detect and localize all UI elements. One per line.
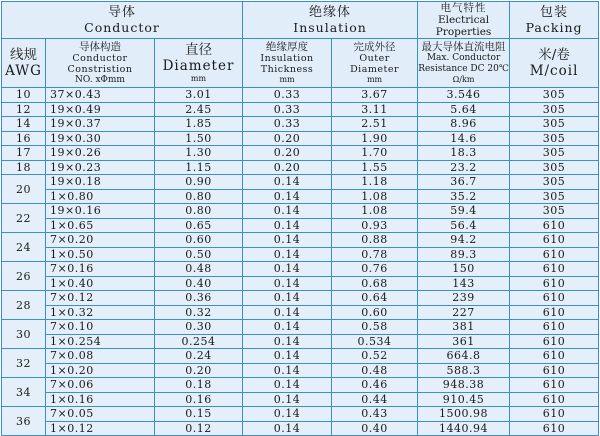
construction-cell: 7×0.08 <box>46 349 155 364</box>
construction-cell: 1×0.80 <box>46 189 155 204</box>
resistance-cell: 910.45 <box>418 392 510 407</box>
awg-cell: 24 <box>2 233 46 262</box>
packing-en: Packing <box>525 20 583 35</box>
diameter-cell: 0.30 <box>155 320 243 335</box>
outer-cell: 0.60 <box>332 305 418 320</box>
thickness-cell: 0.14 <box>243 175 332 190</box>
awg-cell: 34 <box>2 378 46 407</box>
diameter-cell: 0.60 <box>155 233 243 248</box>
packing-header <box>510 39 599 88</box>
table-row <box>2 131 599 146</box>
diameter-cell: 0.90 <box>155 175 243 190</box>
table-row <box>2 349 599 364</box>
resistance-cell: 35.2 <box>418 189 510 204</box>
thickness-cell: 0.14 <box>243 262 332 277</box>
diameter-cell: 0.32 <box>155 305 243 320</box>
construction-cell: 7×0.05 <box>46 407 155 422</box>
table-row <box>2 334 599 349</box>
awg-header-zh: 线规 <box>10 47 37 63</box>
construction-cell: 7×0.12 <box>46 291 155 306</box>
construction-cell: 7×0.16 <box>46 262 155 277</box>
table-row <box>2 218 599 233</box>
awg-cell: 12 <box>2 102 46 117</box>
table-row <box>2 175 599 190</box>
outer-cell: 0.64 <box>332 291 418 306</box>
construction-cell: 19×0.26 <box>46 146 155 161</box>
construction-header-en3: NO. xΦmm <box>75 74 125 85</box>
construction-cell: 19×0.49 <box>46 102 155 117</box>
awg-cell: 26 <box>2 262 46 291</box>
construction-cell: 7×0.20 <box>46 233 155 248</box>
outer-cell: 1.08 <box>332 189 418 204</box>
outer-cell: 3.11 <box>332 102 418 117</box>
construction-cell: 19×0.23 <box>46 160 155 175</box>
awg-header <box>2 39 46 88</box>
table-row <box>2 160 599 175</box>
awg-cell: 14 <box>2 117 46 132</box>
table-row <box>2 102 599 117</box>
packing-cell: 610 <box>510 262 599 277</box>
table-row <box>2 305 599 320</box>
table-row <box>2 363 599 378</box>
thickness-cell: 0.33 <box>243 88 332 103</box>
diameter-cell: 0.24 <box>155 349 243 364</box>
resistance-cell: 143 <box>418 276 510 291</box>
resistance-cell: 5.64 <box>418 102 510 117</box>
resistance-cell: 664.8 <box>418 349 510 364</box>
construction-cell: 1×0.12 <box>46 421 155 436</box>
packing-cell: 305 <box>510 189 599 204</box>
thickness-header-en1: Insulation <box>260 53 314 64</box>
packing-cell: 305 <box>510 117 599 132</box>
electrical-zh: 电气特性 <box>440 2 487 14</box>
outer-cell: 0.46 <box>332 378 418 393</box>
packing-cell: 610 <box>510 291 599 306</box>
thickness-cell: 0.14 <box>243 421 332 436</box>
thickness-cell: 0.33 <box>243 117 332 132</box>
conductor-group-header <box>2 2 243 39</box>
awg-cell: 30 <box>2 320 46 349</box>
group-header-row <box>2 2 599 39</box>
outer-cell: 0.78 <box>332 247 418 262</box>
diameter-header-unit: mm <box>190 74 207 83</box>
conductor-en: Conductor <box>84 20 160 35</box>
resistance-cell: 227 <box>418 305 510 320</box>
thickness-cell: 0.14 <box>243 378 332 393</box>
outer-cell: 1.70 <box>332 146 418 161</box>
diameter-cell: 0.20 <box>155 363 243 378</box>
thickness-cell: 0.14 <box>243 334 332 349</box>
packing-cell: 305 <box>510 175 599 190</box>
resistance-header-en2: Resistance DC 20℃ <box>418 64 509 74</box>
table-row <box>2 247 599 262</box>
table-row <box>2 276 599 291</box>
thickness-cell: 0.14 <box>243 349 332 364</box>
thickness-header-zh: 绝缘厚度 <box>266 41 309 53</box>
construction-cell: 19×0.37 <box>46 117 155 132</box>
outer-diameter-header <box>332 39 418 88</box>
electrical-en-line2: Properties <box>435 26 492 38</box>
construction-cell: 1×0.40 <box>46 276 155 291</box>
construction-cell: 1×0.20 <box>46 363 155 378</box>
construction-cell: 37×0.43 <box>46 88 155 103</box>
thickness-cell: 0.14 <box>243 363 332 378</box>
outer-cell: 0.48 <box>332 363 418 378</box>
packing-cell: 305 <box>510 146 599 161</box>
packing-cell: 610 <box>510 421 599 436</box>
awg-cell: 28 <box>2 291 46 320</box>
diameter-cell: 0.50 <box>155 247 243 262</box>
resistance-header-unit: Ω/km <box>452 75 475 84</box>
awg-cell: 17 <box>2 146 46 161</box>
wire-spec-table <box>1 1 599 436</box>
outer-header-zh: 完成外径 <box>353 41 396 53</box>
construction-header <box>46 39 155 88</box>
packing-cell: 305 <box>510 131 599 146</box>
packing-cell: 305 <box>510 88 599 103</box>
thickness-header-en2: Thickness <box>260 64 314 75</box>
resistance-cell: 56.4 <box>418 218 510 233</box>
packing-cell: 305 <box>510 102 599 117</box>
thickness-cell: 0.14 <box>243 218 332 233</box>
packing-cell: 610 <box>510 334 599 349</box>
construction-cell: 1×0.16 <box>46 392 155 407</box>
packing-cell: 610 <box>510 349 599 364</box>
outer-cell: 0.88 <box>332 233 418 248</box>
awg-cell: 20 <box>2 175 46 204</box>
diameter-cell: 0.40 <box>155 276 243 291</box>
resistance-cell: 1440.94 <box>418 421 510 436</box>
packing-sub-en: M/coil <box>529 63 579 79</box>
outer-cell: 3.67 <box>332 88 418 103</box>
resistance-cell: 361 <box>418 334 510 349</box>
conductor-zh: 导体 <box>108 5 137 20</box>
resistance-cell: 588.3 <box>418 363 510 378</box>
table-row <box>2 407 599 422</box>
table-row <box>2 320 599 335</box>
awg-cell: 16 <box>2 131 46 146</box>
construction-header-en1: Conductor <box>72 52 128 64</box>
thickness-cell: 0.14 <box>243 392 332 407</box>
packing-group-header <box>510 2 599 39</box>
thickness-cell: 0.14 <box>243 233 332 248</box>
resistance-cell: 36.7 <box>418 175 510 190</box>
thickness-cell: 0.14 <box>243 305 332 320</box>
diameter-cell: 0.65 <box>155 218 243 233</box>
construction-cell: 7×0.10 <box>46 320 155 335</box>
thickness-cell: 0.14 <box>243 407 332 422</box>
diameter-cell: 0.48 <box>155 262 243 277</box>
diameter-cell: 0.16 <box>155 392 243 407</box>
insulation-group-header <box>243 2 418 39</box>
construction-cell: 1×0.254 <box>46 334 155 349</box>
diameter-cell: 0.12 <box>155 421 243 436</box>
outer-cell: 0.44 <box>332 392 418 407</box>
outer-cell: 0.68 <box>332 276 418 291</box>
packing-zh: 包装 <box>540 5 569 20</box>
table-row <box>2 421 599 436</box>
insulation-zh: 绝缘体 <box>309 5 352 20</box>
construction-cell: 1×0.65 <box>46 218 155 233</box>
outer-header-en2: Diameter <box>350 64 399 75</box>
thickness-cell: 0.20 <box>243 146 332 161</box>
diameter-cell: 1.50 <box>155 131 243 146</box>
table-row <box>2 146 599 161</box>
thickness-cell: 0.14 <box>243 276 332 291</box>
construction-header-zh: 导体构造 <box>79 40 121 53</box>
resistance-cell: 1500.98 <box>418 407 510 422</box>
resistance-cell: 14.6 <box>418 131 510 146</box>
diameter-header-zh: 直径 <box>185 42 213 58</box>
resistance-cell: 948.38 <box>418 378 510 393</box>
table-row <box>2 262 599 277</box>
table-row <box>2 204 599 219</box>
resistance-header-en1: Max. Conductor <box>426 53 501 63</box>
table-row <box>2 392 599 407</box>
packing-cell: 610 <box>510 247 599 262</box>
thickness-cell: 0.14 <box>243 320 332 335</box>
resistance-cell: 239 <box>418 291 510 306</box>
diameter-cell: 0.80 <box>155 204 243 219</box>
construction-cell: 19×0.30 <box>46 131 155 146</box>
insulation-en: Insulation <box>293 20 367 35</box>
diameter-cell: 0.80 <box>155 189 243 204</box>
outer-cell: 1.08 <box>332 204 418 219</box>
construction-header-en2: Constristion <box>67 63 133 75</box>
table-row <box>2 378 599 393</box>
outer-header-en1: Outer <box>359 53 390 64</box>
packing-cell: 305 <box>510 160 599 175</box>
packing-cell: 610 <box>510 305 599 320</box>
thickness-header <box>243 39 332 88</box>
diameter-cell: 0.18 <box>155 378 243 393</box>
outer-cell: 0.52 <box>332 349 418 364</box>
packing-cell: 610 <box>510 407 599 422</box>
packing-cell: 610 <box>510 218 599 233</box>
awg-cell: 10 <box>2 88 46 103</box>
resistance-cell: 89.3 <box>418 247 510 262</box>
awg-header-en: AWG <box>5 63 42 79</box>
resistance-cell: 94.2 <box>418 233 510 248</box>
thickness-cell: 0.14 <box>243 189 332 204</box>
outer-cell: 1.18 <box>332 175 418 190</box>
column-header-row <box>2 39 599 88</box>
thickness-cell: 0.20 <box>243 131 332 146</box>
electrical-en-line1: Electrical <box>437 14 490 26</box>
resistance-header-zh: 最大导体直流电阻 <box>421 41 506 53</box>
outer-cell: 2.51 <box>332 117 418 132</box>
packing-cell: 610 <box>510 363 599 378</box>
resistance-cell: 150 <box>418 262 510 277</box>
diameter-cell: 2.45 <box>155 102 243 117</box>
construction-cell: 1×0.50 <box>46 247 155 262</box>
awg-cell: 22 <box>2 204 46 233</box>
outer-cell: 0.58 <box>332 320 418 335</box>
outer-cell: 1.90 <box>332 131 418 146</box>
thickness-cell: 0.14 <box>243 291 332 306</box>
outer-cell: 0.534 <box>332 334 418 349</box>
electrical-group-header <box>418 2 510 39</box>
diameter-cell: 1.85 <box>155 117 243 132</box>
construction-cell: 19×0.18 <box>46 175 155 190</box>
outer-cell: 0.40 <box>332 421 418 436</box>
resistance-cell: 8.96 <box>418 117 510 132</box>
diameter-cell: 0.36 <box>155 291 243 306</box>
outer-header-unit: mm <box>366 75 383 84</box>
outer-cell: 0.76 <box>332 262 418 277</box>
diameter-header-en: Diameter <box>162 58 235 74</box>
construction-cell: 7×0.06 <box>46 378 155 393</box>
thickness-cell: 0.14 <box>243 247 332 262</box>
packing-cell: 610 <box>510 378 599 393</box>
table-row <box>2 189 599 204</box>
packing-cell: 610 <box>510 320 599 335</box>
outer-cell: 0.93 <box>332 218 418 233</box>
table-body <box>2 88 599 436</box>
packing-cell: 610 <box>510 233 599 248</box>
thickness-header-unit: mm <box>279 75 295 84</box>
construction-cell: 19×0.16 <box>46 204 155 219</box>
thickness-cell: 0.14 <box>243 204 332 219</box>
awg-cell: 32 <box>2 349 46 378</box>
diameter-cell: 3.01 <box>155 88 243 103</box>
packing-cell: 610 <box>510 276 599 291</box>
resistance-header <box>418 39 510 88</box>
table-row <box>2 233 599 248</box>
resistance-cell: 23.2 <box>418 160 510 175</box>
diameter-cell: 0.15 <box>155 407 243 422</box>
diameter-header <box>155 39 243 88</box>
resistance-cell: 381 <box>418 320 510 335</box>
diameter-cell: 0.254 <box>155 334 243 349</box>
outer-cell: 0.43 <box>332 407 418 422</box>
awg-cell: 18 <box>2 160 46 175</box>
thickness-cell: 0.20 <box>243 160 332 175</box>
table-row <box>2 117 599 132</box>
table-row <box>2 88 599 103</box>
diameter-cell: 1.30 <box>155 146 243 161</box>
packing-sub-zh: 米/卷 <box>538 47 570 63</box>
packing-cell: 305 <box>510 204 599 219</box>
diameter-cell: 1.15 <box>155 160 243 175</box>
resistance-cell: 18.3 <box>418 146 510 161</box>
thickness-cell: 0.33 <box>243 102 332 117</box>
construction-cell: 1×0.32 <box>46 305 155 320</box>
resistance-cell: 59.4 <box>418 204 510 219</box>
awg-cell: 36 <box>2 407 46 436</box>
table-row <box>2 291 599 306</box>
outer-cell: 1.55 <box>332 160 418 175</box>
packing-cell: 610 <box>510 392 599 407</box>
resistance-cell: 3.546 <box>418 88 510 103</box>
